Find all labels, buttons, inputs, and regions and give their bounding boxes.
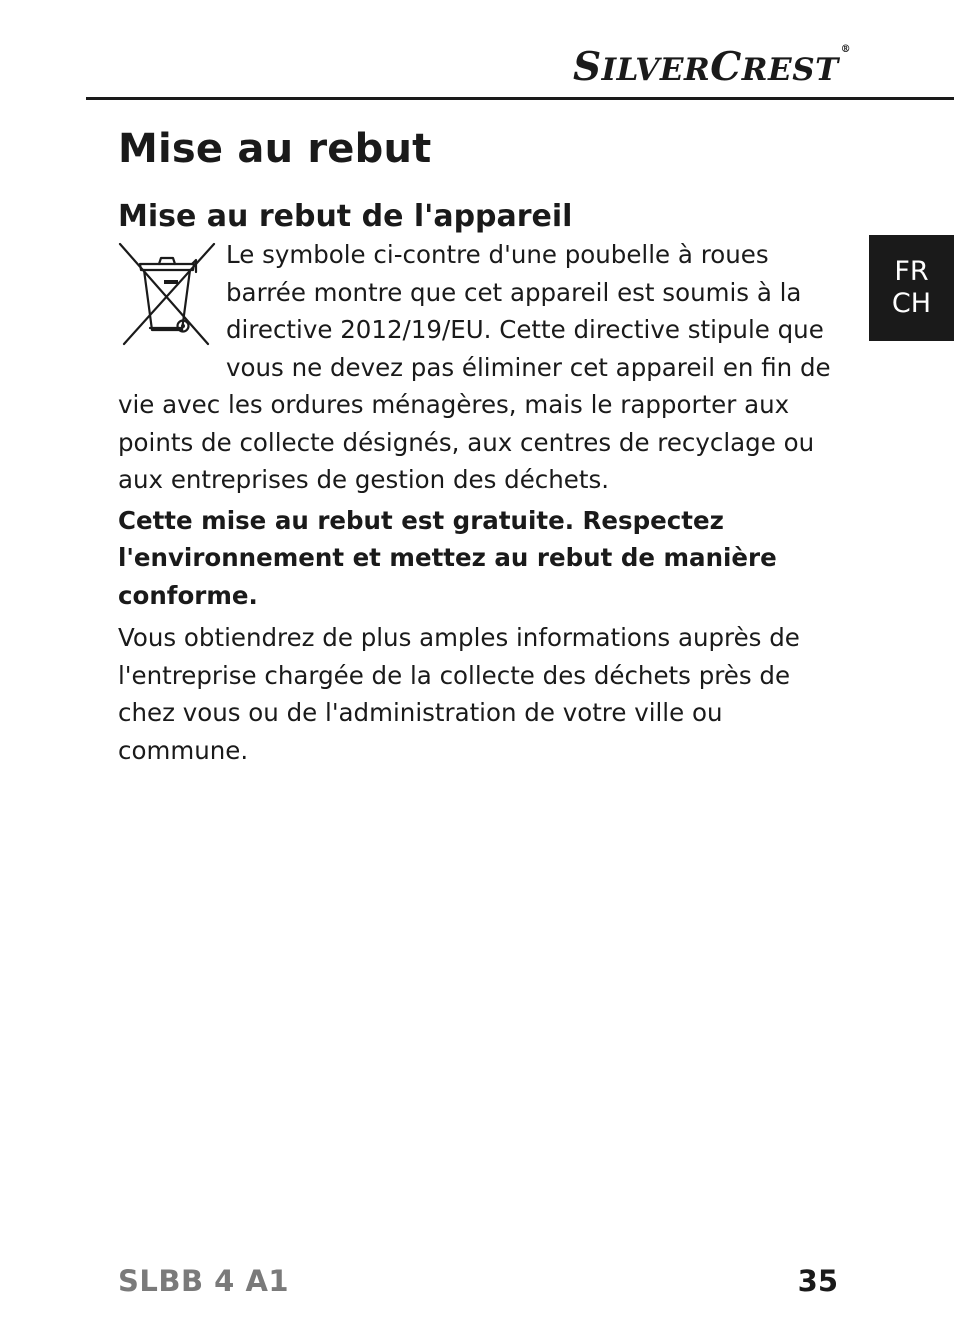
paragraph-free-disposal: Cette mise au rebut est gratuite. Respectez l'environnement et mettez au rebut de manière conforme.: [118, 505, 777, 610]
paragraph-directive: Le symbole ci-contre d'une poubelle à roues barrée montre que cet appareil est soumis à la directive 2012/19/EU. Cette directive stipule que vous ne devez pas éliminer cet appareil en fin de vie avec les ordures ménagères, mais le rapporter aux points de collecte désignés, aux centres de recyclage ou aux entreprises de gestion des déchets.: [118, 240, 831, 494]
header-divider: [86, 97, 954, 100]
crossed-wheelie-bin-icon: [116, 240, 220, 350]
section-subtitle: Mise au rebut de l'appareil: [118, 199, 573, 234]
footer-model-number: SLBB 4 A1: [118, 1264, 290, 1298]
language-code-ch: CH: [891, 288, 932, 319]
paragraph-more-info: Vous obtiendrez de plus amples informations auprès de l'entreprise chargée de la collecte des déchets près de chez vous ou de l'administration de votre ville ou commune.: [118, 623, 800, 765]
language-tab: [869, 235, 954, 341]
page-title: Mise au rebut: [118, 126, 432, 172]
disposal-paragraph: [118, 236, 838, 499]
main-content: [118, 118, 838, 769]
brand-logo: SILVERCREST®: [573, 44, 852, 90]
language-code-fr: FR: [894, 256, 929, 287]
footer-page-number: 35: [797, 1264, 838, 1298]
